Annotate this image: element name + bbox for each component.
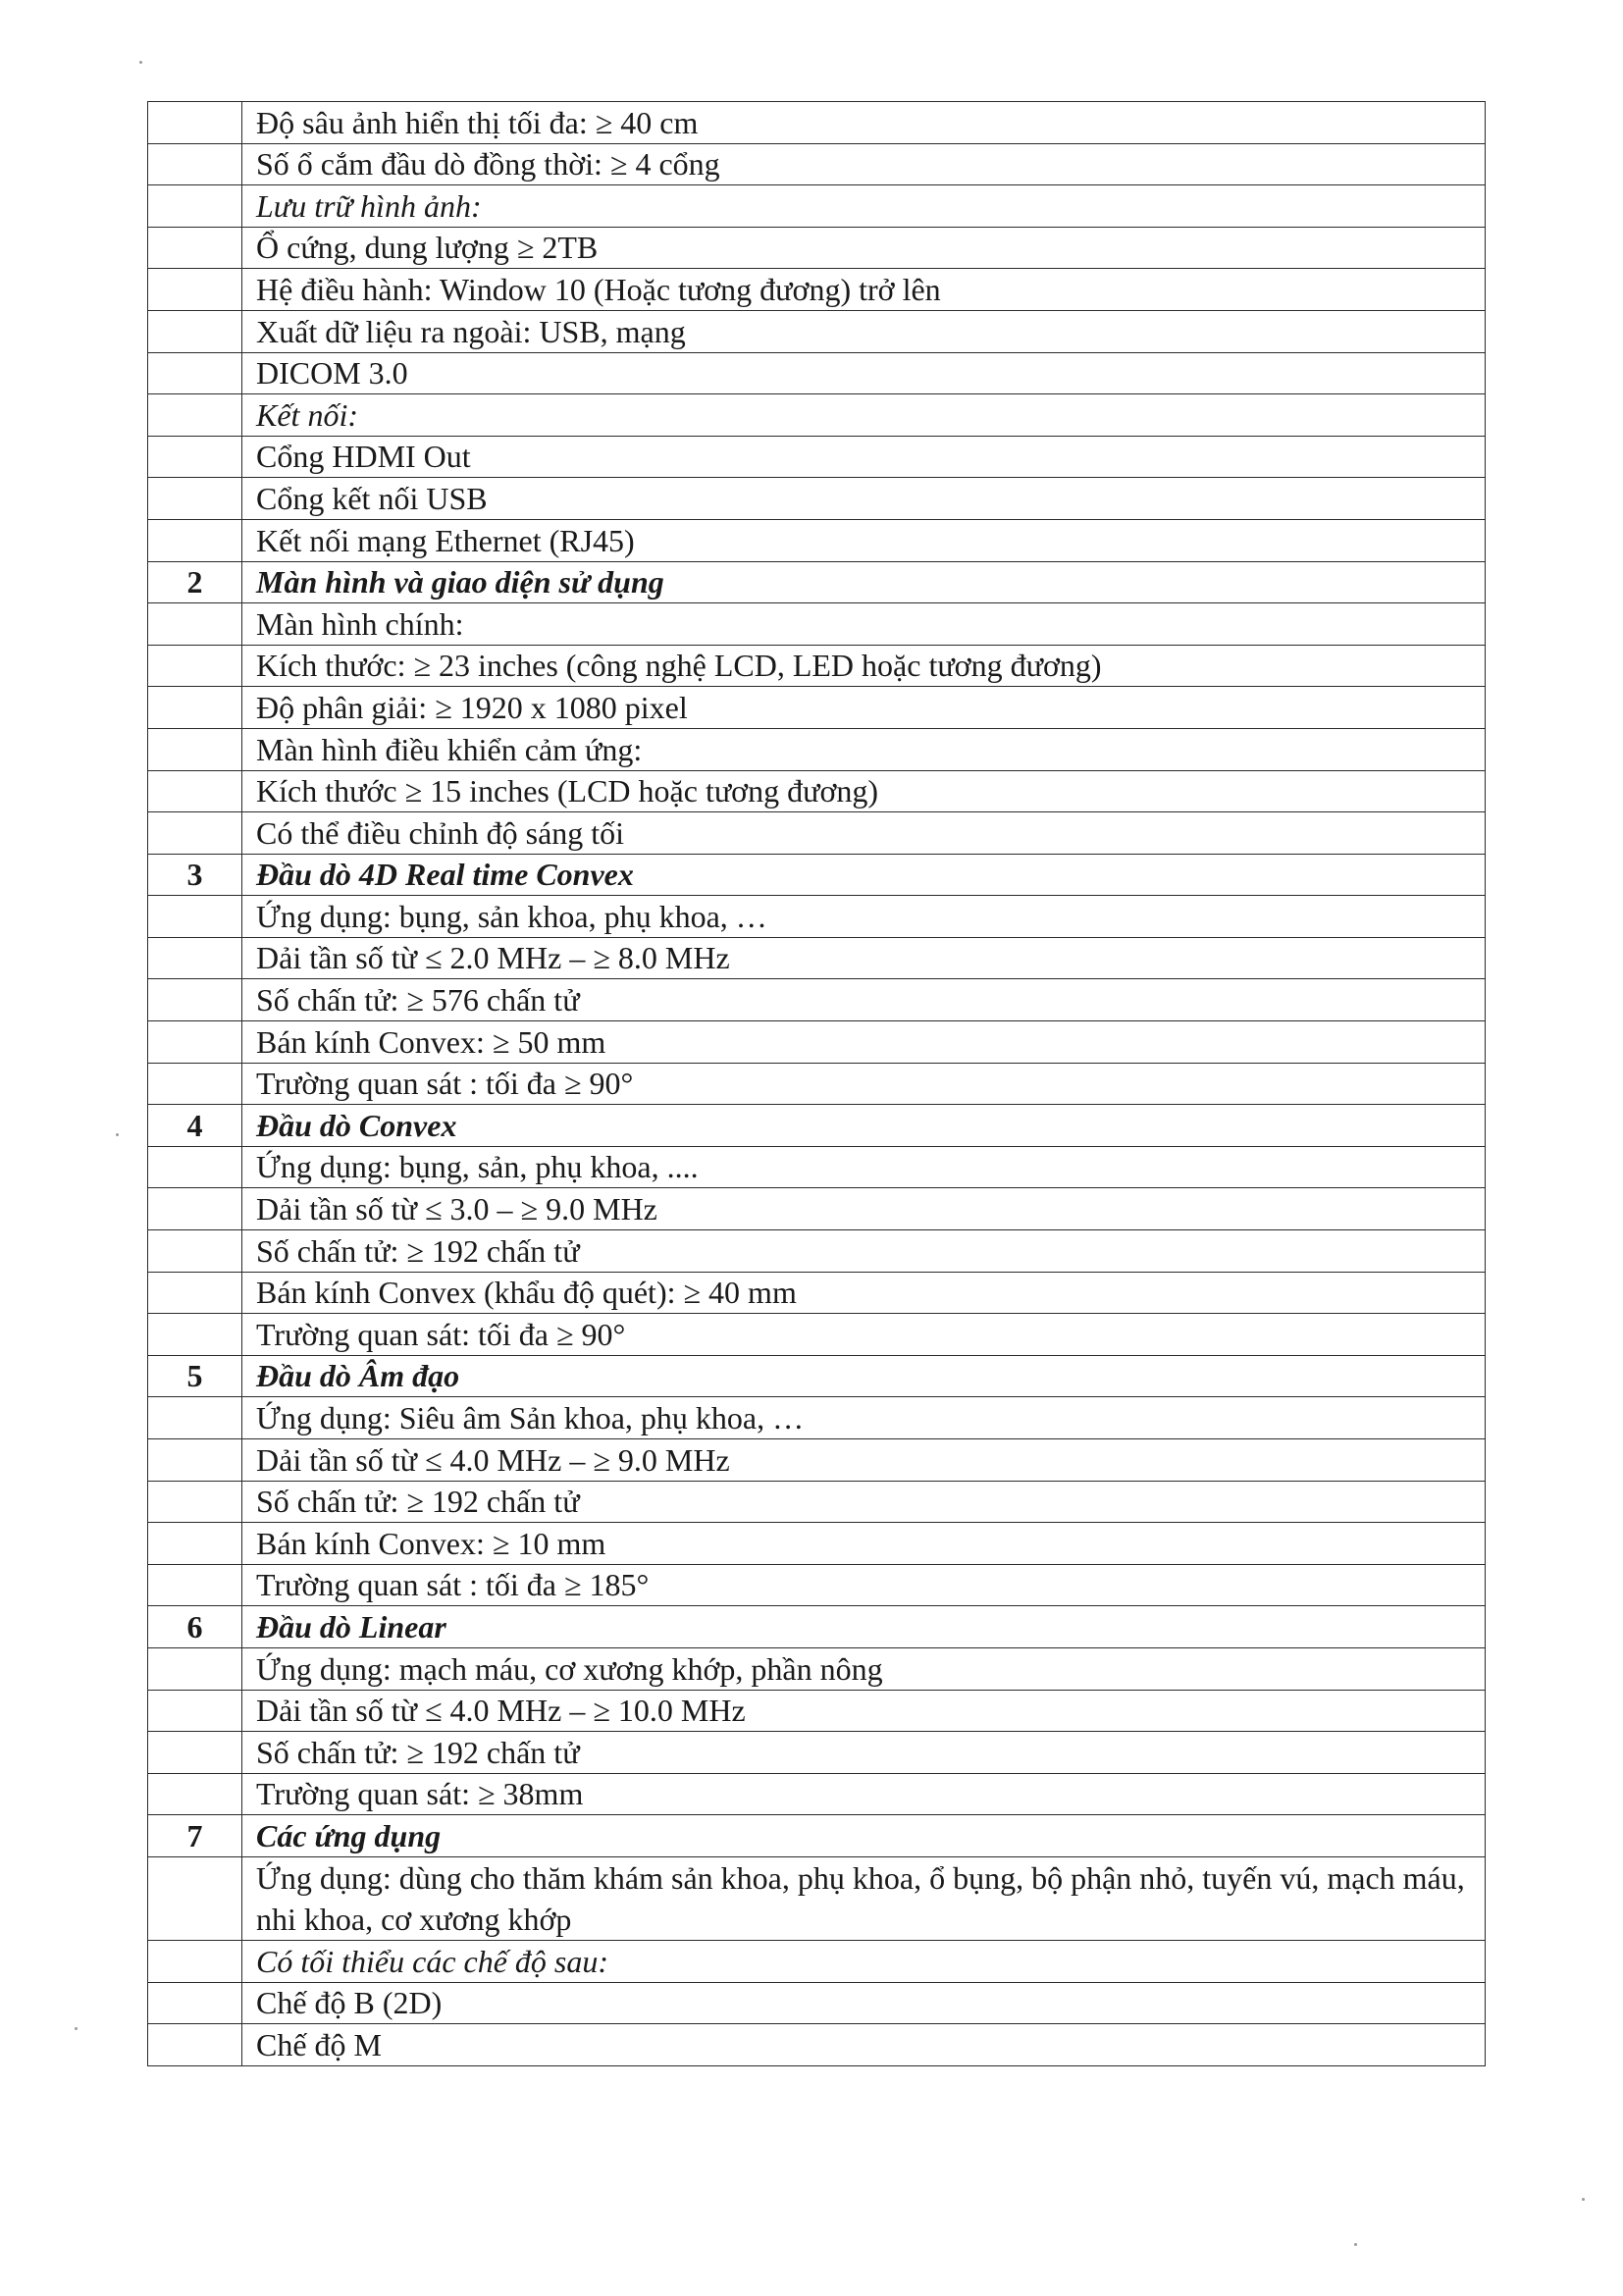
row-number-cell — [148, 1439, 242, 1482]
spec-text-cell: Trường quan sát: ≥ 38mm — [242, 1773, 1486, 1815]
table-row — [148, 1105, 1486, 1147]
table-row — [148, 269, 1486, 311]
row-number-cell — [148, 1230, 242, 1273]
table-row — [148, 1856, 1486, 1940]
row-number-cell — [148, 185, 242, 228]
table-row — [148, 896, 1486, 938]
spec-text-cell: Ứng dụng: bụng, sản, phụ khoa, .... — [242, 1146, 1486, 1188]
spec-text-cell: Cổng kết nối USB — [242, 478, 1486, 520]
table-row — [148, 1397, 1486, 1439]
row-number-cell: 6 — [148, 1606, 242, 1648]
table-row — [148, 728, 1486, 770]
spec-text-cell: Kết nối: — [242, 394, 1486, 437]
table-row — [148, 102, 1486, 144]
table-row — [148, 1940, 1486, 1982]
table-row — [148, 1982, 1486, 2024]
row-number-cell — [148, 937, 242, 979]
spec-text-cell: Có thể điều chỉnh độ sáng tối — [242, 812, 1486, 855]
table-row — [148, 812, 1486, 855]
table-row — [148, 352, 1486, 394]
row-number-cell — [148, 1982, 242, 2024]
row-number-cell — [148, 519, 242, 561]
table-row — [148, 1188, 1486, 1230]
spec-table-body — [148, 102, 1486, 2066]
spec-text-cell: Số chấn tử: ≥ 192 chấn tử — [242, 1481, 1486, 1523]
spec-text-cell: Cổng HDMI Out — [242, 436, 1486, 478]
row-number-cell — [148, 227, 242, 269]
spec-text-cell: Dải tần số từ ≤ 3.0 – ≥ 9.0 MHz — [242, 1188, 1486, 1230]
table-row — [148, 687, 1486, 729]
spec-text-cell: Số chấn tử: ≥ 192 chấn tử — [242, 1230, 1486, 1273]
table-row — [148, 2024, 1486, 2066]
row-number-cell — [148, 603, 242, 646]
scan-speck — [1354, 2243, 1357, 2246]
table-row — [148, 310, 1486, 352]
table-row — [148, 1272, 1486, 1314]
scan-speck — [75, 2027, 78, 2030]
table-row — [148, 1146, 1486, 1188]
table-row — [148, 645, 1486, 687]
spec-text-cell: Ứng dụng: mạch máu, cơ xương khớp, phần nông — [242, 1647, 1486, 1690]
table-row — [148, 1063, 1486, 1105]
table-row — [148, 1355, 1486, 1397]
row-number-cell — [148, 143, 242, 185]
spec-text-cell: Trường quan sát : tối đa ≥ 90° — [242, 1063, 1486, 1105]
spec-text-cell: Số chấn tử: ≥ 576 chấn tử — [242, 979, 1486, 1021]
row-number-cell — [148, 436, 242, 478]
spec-text-cell: Chế độ M — [242, 2024, 1486, 2066]
row-number-cell: 5 — [148, 1355, 242, 1397]
table-row — [148, 1481, 1486, 1523]
section-heading-cell: Màn hình và giao diện sử dụng — [242, 561, 1486, 603]
row-number-cell — [148, 812, 242, 855]
row-number-cell — [148, 352, 242, 394]
row-number-cell: 2 — [148, 561, 242, 603]
row-number-cell — [148, 728, 242, 770]
section-heading-cell: Đầu dò Convex — [242, 1105, 1486, 1147]
row-number-cell — [148, 1063, 242, 1105]
spec-text-cell: DICOM 3.0 — [242, 352, 1486, 394]
spec-text-cell: Độ phân giải: ≥ 1920 x 1080 pixel — [242, 687, 1486, 729]
row-number-cell — [148, 1523, 242, 1565]
spec-text-cell: Bán kính Convex (khẩu độ quét): ≥ 40 mm — [242, 1272, 1486, 1314]
spec-text-cell: Ổ cứng, dung lượng ≥ 2TB — [242, 227, 1486, 269]
row-number-cell — [148, 310, 242, 352]
table-row — [148, 185, 1486, 228]
spec-text-cell: Màn hình chính: — [242, 603, 1486, 646]
row-number-cell — [148, 478, 242, 520]
scan-speck — [1582, 2198, 1585, 2201]
spec-text-cell: Bán kính Convex: ≥ 50 mm — [242, 1021, 1486, 1064]
row-number-cell: 7 — [148, 1815, 242, 1857]
scan-speck — [116, 1133, 119, 1136]
section-heading-cell: Các ứng dụng — [242, 1815, 1486, 1857]
table-row — [148, 436, 1486, 478]
spec-text-cell: Trường quan sát: tối đa ≥ 90° — [242, 1314, 1486, 1356]
table-row — [148, 1314, 1486, 1356]
row-number-cell — [148, 1146, 242, 1188]
table-row — [148, 603, 1486, 646]
spec-text-cell: Ứng dụng: bụng, sản khoa, phụ khoa, … — [242, 896, 1486, 938]
spec-text-cell: Độ sâu ảnh hiển thị tối đa: ≥ 40 cm — [242, 102, 1486, 144]
spec-text-cell: Số ổ cắm đầu dò đồng thời: ≥ 4 cổng — [242, 143, 1486, 185]
row-number-cell — [148, 394, 242, 437]
table-row — [148, 143, 1486, 185]
table-row — [148, 227, 1486, 269]
row-number-cell — [148, 1856, 242, 1940]
section-heading-cell: Đầu dò 4D Real time Convex — [242, 854, 1486, 896]
row-number-cell — [148, 770, 242, 812]
row-number-cell — [148, 1690, 242, 1732]
spec-text-cell: Ứng dụng: Siêu âm Sản khoa, phụ khoa, … — [242, 1397, 1486, 1439]
table-row — [148, 1230, 1486, 1273]
table-row — [148, 394, 1486, 437]
spec-text-cell: Kết nối mạng Ethernet (RJ45) — [242, 519, 1486, 561]
row-number-cell — [148, 1773, 242, 1815]
spec-text-cell: Dải tần số từ ≤ 4.0 MHz – ≥ 9.0 MHz — [242, 1439, 1486, 1482]
row-number-cell — [148, 1314, 242, 1356]
table-row — [148, 519, 1486, 561]
table-row — [148, 854, 1486, 896]
spec-text-cell: Kích thước ≥ 15 inches (LCD hoặc tương đương) — [242, 770, 1486, 812]
row-number-cell — [148, 896, 242, 938]
row-number-cell — [148, 2024, 242, 2066]
spec-text-cell: Dải tần số từ ≤ 4.0 MHz – ≥ 10.0 MHz — [242, 1690, 1486, 1732]
row-number-cell — [148, 1647, 242, 1690]
table-row — [148, 1564, 1486, 1606]
spec-text-cell: Kích thước: ≥ 23 inches (công nghệ LCD, LED hoặc tương đương) — [242, 645, 1486, 687]
table-row — [148, 979, 1486, 1021]
table-row — [148, 937, 1486, 979]
table-row — [148, 1021, 1486, 1064]
row-number-cell — [148, 1481, 242, 1523]
spec-text-cell: Lưu trữ hình ảnh: — [242, 185, 1486, 228]
row-number-cell — [148, 1188, 242, 1230]
table-row — [148, 1523, 1486, 1565]
spec-text-cell: Màn hình điều khiển cảm ứng: — [242, 728, 1486, 770]
table-row — [148, 1439, 1486, 1482]
table-row — [148, 1647, 1486, 1690]
table-row — [148, 1773, 1486, 1815]
table-row — [148, 1690, 1486, 1732]
row-number-cell — [148, 645, 242, 687]
table-row — [148, 478, 1486, 520]
spec-text-cell: Xuất dữ liệu ra ngoài: USB, mạng — [242, 310, 1486, 352]
row-number-cell — [148, 1397, 242, 1439]
spec-text-cell: Chế độ B (2D) — [242, 1982, 1486, 2024]
spec-text-cell: Có tối thiểu các chế độ sau: — [242, 1940, 1486, 1982]
spec-text-cell: Trường quan sát : tối đa ≥ 185° — [242, 1564, 1486, 1606]
row-number-cell — [148, 1940, 242, 1982]
spec-text-cell: Ứng dụng: dùng cho thăm khám sản khoa, phụ khoa, ổ bụng, bộ phận nhỏ, tuyến vú, mạch máu, nhi khoa, cơ xương khớp — [242, 1856, 1486, 1940]
row-number-cell: 4 — [148, 1105, 242, 1147]
scan-speck — [139, 61, 142, 64]
spec-text-cell: Bán kính Convex: ≥ 10 mm — [242, 1523, 1486, 1565]
row-number-cell — [148, 1564, 242, 1606]
table-row — [148, 1732, 1486, 1774]
table-row — [148, 1606, 1486, 1648]
table-row — [148, 561, 1486, 603]
row-number-cell: 3 — [148, 854, 242, 896]
table-row — [148, 770, 1486, 812]
section-heading-cell: Đầu dò Âm đạo — [242, 1355, 1486, 1397]
row-number-cell — [148, 1021, 242, 1064]
row-number-cell — [148, 1272, 242, 1314]
row-number-cell — [148, 1732, 242, 1774]
spec-text-cell: Số chấn tử: ≥ 192 chấn tử — [242, 1732, 1486, 1774]
spec-table — [147, 101, 1486, 2066]
row-number-cell — [148, 269, 242, 311]
spec-text-cell: Hệ điều hành: Window 10 (Hoặc tương đương) trở lên — [242, 269, 1486, 311]
row-number-cell — [148, 979, 242, 1021]
table-row — [148, 1815, 1486, 1857]
spec-text-cell: Dải tần số từ ≤ 2.0 MHz – ≥ 8.0 MHz — [242, 937, 1486, 979]
row-number-cell — [148, 687, 242, 729]
row-number-cell — [148, 102, 242, 144]
section-heading-cell: Đầu dò Linear — [242, 1606, 1486, 1648]
